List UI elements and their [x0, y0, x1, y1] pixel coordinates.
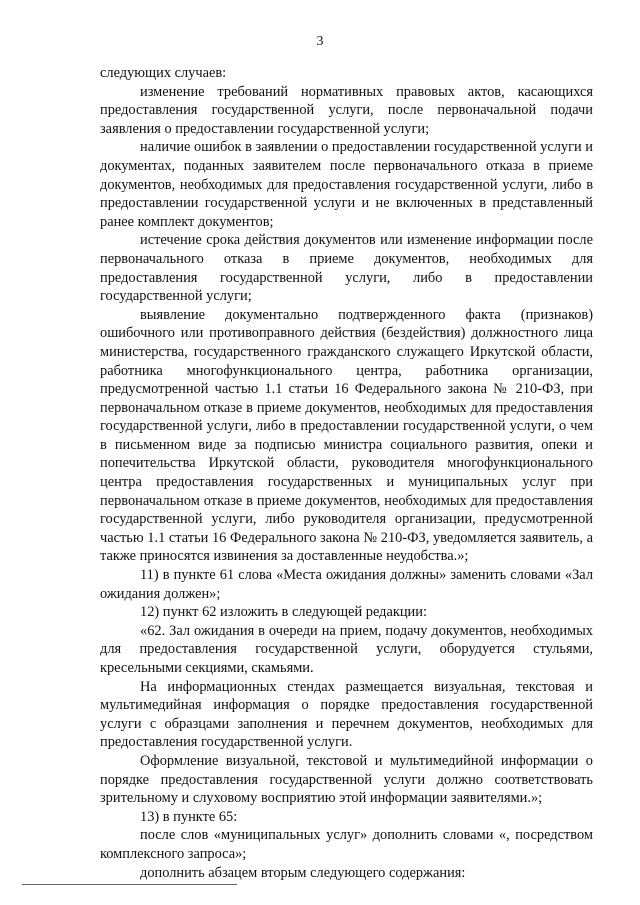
paragraph-case-errors: наличие ошибок в заявлении о предоставлении государственной услуги и документах, поданных заявителем после первоначального отказа в приеме документов, необходимых для предоставления государственной услуги, либо в предоставлении государственной услуги и не включенных в представленный ранее комплект документов;: [100, 139, 593, 230]
document-body: [100, 64, 593, 882]
footer-divider: [22, 884, 237, 885]
paragraph-item-13-addition: после слов «муниципальных услуг» дополнить словами «, посредством комплексного запроса»;: [100, 827, 593, 862]
page-number: 3: [316, 34, 324, 49]
paragraph-case-requirements-change: изменение требований нормативных правовых актов, касающихся предоставления государственной услуги, после первоначальной подачи заявления о предоставлении государственной услуги;: [100, 83, 593, 137]
paragraph-item-13-second-paragraph: дополнить абзацем вторым следующего содержания:: [140, 864, 466, 881]
paragraph-item-12: 12) пункт 62 изложить в следующей редакции:: [140, 604, 427, 621]
paragraph-item-11: 11) в пункте 61 слова «Места ожидания должны» заменить словами «Зал ожидания должен»;: [100, 567, 593, 602]
paragraph-point-62: «62. Зал ожидания в очереди на прием, подачу документов, необходимых для предоставления государственной услуги, оборудуется стульями, кресельными секциями, скамьями.: [100, 622, 593, 676]
paragraph-case-expiry: истечение срока действия документов или изменение информации после первоначального отказа в приеме документов, необходимых для предоставления государственной услуги, либо в предоставлении государственной услуги;: [100, 232, 593, 305]
paragraph-info-stands: На информационных стендах размещается визуальная, текстовая и мультимедийная информация о порядке предоставления государственной услуги с образцами заполнения и перечнем документов, необходимых для предоставления государственной услуги.: [100, 678, 593, 751]
paragraph-item-13: 13) в пункте 65:: [140, 808, 238, 825]
paragraph-intro: следующих случаев:: [100, 65, 227, 81]
paragraph-info-design: Оформление визуальной, текстовой и мультимедийной информации о порядке предоставления государственной услуги должно соответствовать зрительному и слуховому восприятию этой информации заявителями.»;: [100, 752, 593, 807]
paragraph-case-misconduct: выявление документально подтвержденного факта (признаков) ошибочного или противоправного действия (бездействия) должностного лица министерства, государственного гражданского служащего Иркутской области, работника многофункционального центра, работника организации, предусмотренной частью 1.1 статьи 16 Федерального закона № 210-ФЗ, при первоначальном отказе в приеме документов, необходимых для предоставления государственной услуги, либо в предоставлении государственной услуги, о чем в письменном виде за подписью министра социального развития, опеки и попечительства Иркутской области, руководителя многофункционального центра предоставления государственных и муниципальных услуг при первоначальном отказе в приеме документов, необходимых для предоставления государственной услуги, либо руководителя организации, предусмотренной частью 1.1 статьи 16 Федерального закона № 210-ФЗ, уведомляется заявитель, а также приносятся извинения за доставленные неудобства.»;: [100, 306, 593, 565]
